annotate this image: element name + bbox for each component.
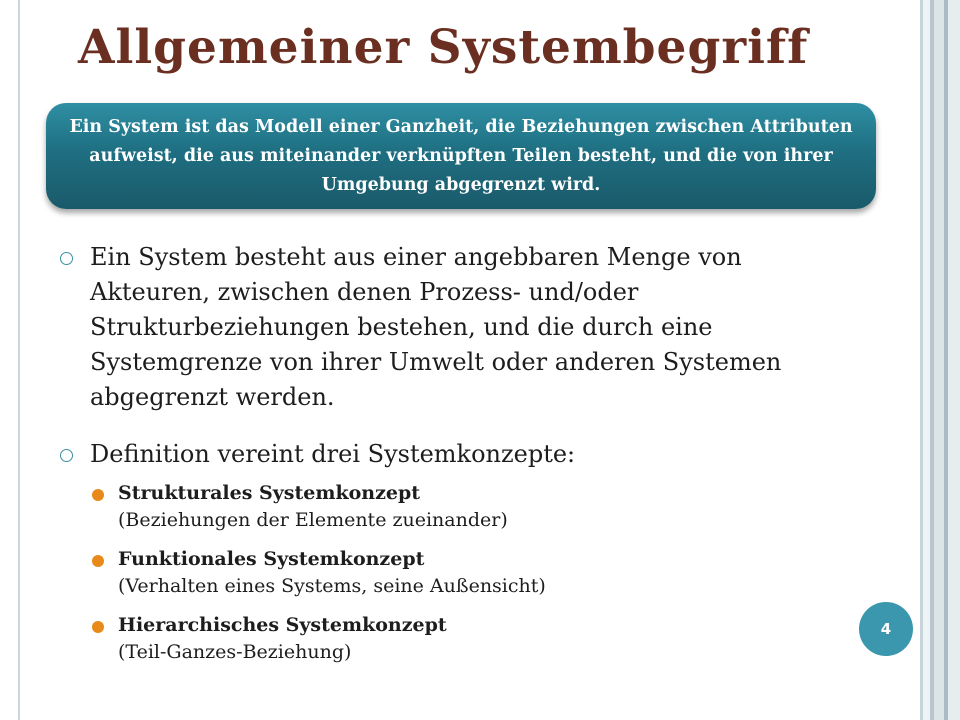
definition-text: Ein System ist das Modell einer Ganzheit, die Beziehungen zwischen Attributen aufweist, die aus miteinander verknüpften Teilen besteht, und die von ihrer Umgebung abgegrenzt wird.	[69, 116, 853, 195]
concept-name: Hierarchisches Systemkonzept	[118, 614, 447, 636]
dot-bullet-icon	[92, 555, 104, 567]
bullet-item	[60, 437, 860, 666]
bullet-list	[60, 240, 860, 688]
definition-callout	[46, 103, 876, 209]
concept-description: (Verhalten eines Systems, seine Außensicht)	[118, 575, 546, 597]
slide-title: Allgemeiner Systembegriff	[78, 20, 809, 75]
sub-bullet-item	[90, 480, 860, 534]
bullet-text: Definition vereint drei Systemkonzepte:	[90, 440, 576, 468]
sub-bullet-item	[90, 546, 860, 600]
bullet-item	[60, 240, 860, 415]
concept-name: Strukturales Systemkonzept	[118, 482, 421, 504]
left-border-line	[18, 0, 20, 720]
bullet-text: Ein System besteht aus einer angebbaren Menge von Akteuren, zwischen denen Prozess- und/oder Strukturbeziehungen bestehen, und die durch eine Systemgrenze von ihrer Umwelt oder anderen Systemen abgegrenzt werden.	[90, 243, 782, 411]
dot-bullet-icon	[92, 489, 104, 501]
dot-bullet-icon	[92, 621, 104, 633]
sub-bullet-list	[90, 480, 860, 666]
sub-bullet-item	[90, 612, 860, 666]
ring-bullet-icon	[60, 449, 73, 462]
concept-description: (Teil-Ganzes-Beziehung)	[118, 641, 352, 663]
concept-description: (Beziehungen der Elemente zueinander)	[118, 509, 508, 531]
right-decorative-stripes	[918, 0, 960, 720]
ring-bullet-icon	[60, 252, 73, 265]
page-number-badge: 4	[859, 602, 913, 656]
concept-name: Funktionales Systemkonzept	[118, 548, 425, 570]
